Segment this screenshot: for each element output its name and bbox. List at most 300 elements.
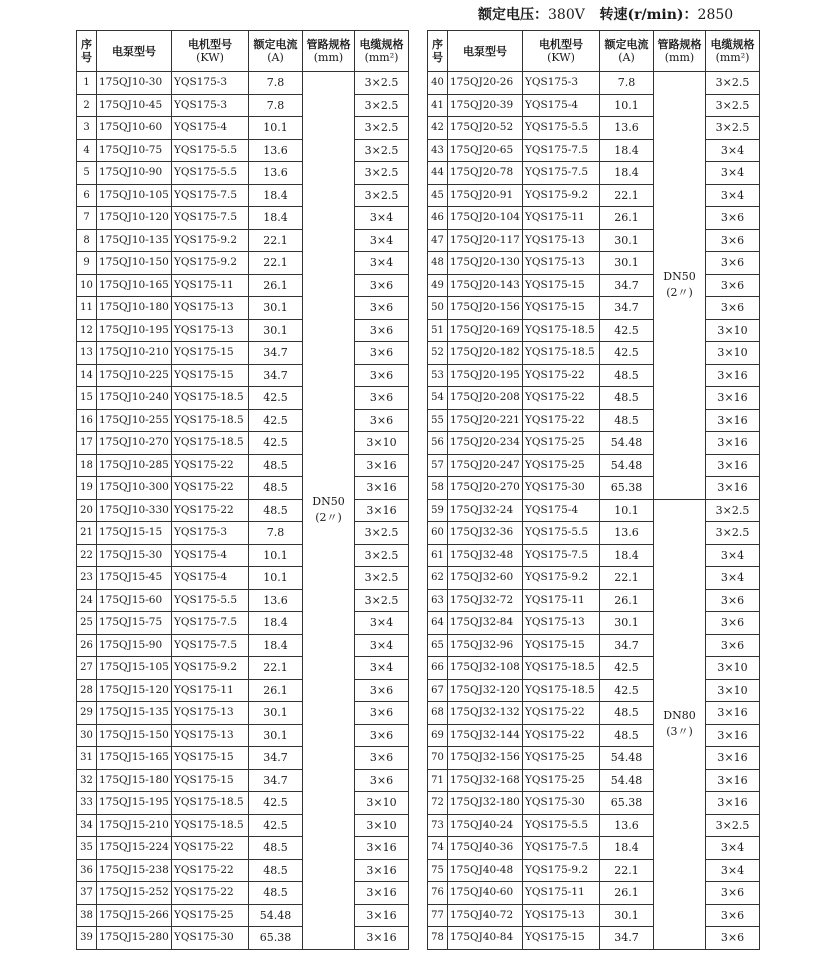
rated-current: 22.1 [249, 657, 303, 680]
rated-current: 42.5 [600, 342, 654, 365]
spec-table-left [76, 30, 409, 950]
pump-model: 175QJ15-105 [97, 657, 172, 680]
pump-model: 175QJ20-208 [448, 387, 523, 410]
table-row [77, 522, 409, 545]
table-row [428, 229, 760, 252]
col-pipe-text: 管路规格 [306, 38, 351, 51]
rated-current: 26.1 [249, 274, 303, 297]
col-header-pipe [303, 31, 355, 72]
row-number: 12 [77, 319, 97, 342]
motor-model: YQS175-25 [523, 747, 600, 770]
pump-model: 175QJ40-48 [448, 859, 523, 882]
rated-current: 10.1 [249, 544, 303, 567]
motor-model: YQS175-18.5 [523, 657, 600, 680]
pipe-spec-size: DN80 [663, 709, 696, 722]
table-row [77, 117, 409, 140]
motor-model: YQS175-15 [172, 747, 249, 770]
rated-current: 48.5 [600, 702, 654, 725]
row-number: 22 [77, 544, 97, 567]
row-number: 77 [428, 904, 448, 927]
row-number: 50 [428, 297, 448, 320]
rated-current: 30.1 [249, 319, 303, 342]
rated-current: 22.1 [600, 184, 654, 207]
motor-model: YQS175-7.5 [172, 207, 249, 230]
motor-model: YQS175-22 [172, 477, 249, 500]
row-number: 41 [428, 94, 448, 117]
row-number: 46 [428, 207, 448, 230]
col-header-current [249, 31, 303, 72]
table-row [77, 499, 409, 522]
pump-model: 175QJ40-24 [448, 814, 523, 837]
col-pipe-unit: (mm) [313, 51, 344, 64]
rated-current: 34.7 [600, 297, 654, 320]
pump-model: 175QJ32-156 [448, 747, 523, 770]
cable-spec: 3×2.5 [706, 94, 760, 117]
motor-model: YQS175-13 [172, 297, 249, 320]
table-row [77, 567, 409, 590]
pipe-spec [654, 72, 706, 500]
table-row [428, 319, 760, 342]
table-row [77, 342, 409, 365]
cable-spec: 3×6 [355, 769, 409, 792]
col-header-cable [355, 31, 409, 72]
table-row [77, 229, 409, 252]
col-no-text: 序号 [432, 38, 443, 64]
row-number: 33 [77, 792, 97, 815]
table-row [428, 94, 760, 117]
motor-model: YQS175-4 [523, 94, 600, 117]
rated-current: 54.48 [600, 432, 654, 455]
table-header-row [77, 31, 409, 72]
row-number: 25 [77, 612, 97, 635]
motor-model: YQS175-30 [523, 792, 600, 815]
rated-current: 30.1 [600, 252, 654, 275]
cable-spec: 3×4 [706, 184, 760, 207]
table-row [428, 139, 760, 162]
row-number: 44 [428, 162, 448, 185]
pump-model: 175QJ15-15 [97, 522, 172, 545]
cable-spec: 3×2.5 [706, 72, 760, 95]
rated-current: 34.7 [249, 364, 303, 387]
rated-current: 18.4 [600, 837, 654, 860]
pump-model: 175QJ15-60 [97, 589, 172, 612]
cable-spec: 3×16 [355, 477, 409, 500]
motor-model: YQS175-4 [172, 567, 249, 590]
rated-current: 7.8 [249, 522, 303, 545]
motor-model: YQS175-15 [172, 769, 249, 792]
table-row [77, 477, 409, 500]
pump-model: 175QJ20-221 [448, 409, 523, 432]
table-row [77, 792, 409, 815]
motor-model: YQS175-4 [172, 117, 249, 140]
rated-current: 48.5 [249, 859, 303, 882]
cable-spec: 3×6 [355, 702, 409, 725]
cable-spec: 3×16 [355, 454, 409, 477]
table-row [77, 432, 409, 455]
table-row [428, 792, 760, 815]
motor-model: YQS175-9.2 [172, 657, 249, 680]
motor-model: YQS175-9.2 [172, 252, 249, 275]
motor-model: YQS175-7.5 [523, 139, 600, 162]
row-number: 39 [77, 927, 97, 950]
table-row [77, 589, 409, 612]
table-row [428, 724, 760, 747]
motor-model: YQS175-18.5 [523, 679, 600, 702]
col-current-text: 额定电流 [604, 38, 649, 51]
pump-model: 175QJ32-48 [448, 544, 523, 567]
table-row [77, 837, 409, 860]
row-number: 47 [428, 229, 448, 252]
pump-model: 175QJ15-210 [97, 814, 172, 837]
row-number: 61 [428, 544, 448, 567]
cable-spec: 3×4 [706, 567, 760, 590]
table-row [77, 634, 409, 657]
col-pipe-unit: (mm) [664, 51, 695, 64]
rated-current: 48.5 [600, 724, 654, 747]
col-motor-text: 电机型号 [539, 38, 583, 51]
rated-current: 26.1 [600, 589, 654, 612]
motor-model: YQS175-18.5 [523, 319, 600, 342]
pump-model: 175QJ15-30 [97, 544, 172, 567]
row-number: 73 [428, 814, 448, 837]
cable-spec: 3×10 [355, 792, 409, 815]
motor-model: YQS175-7.5 [172, 612, 249, 635]
cable-spec: 3×16 [355, 859, 409, 882]
cable-spec: 3×6 [355, 274, 409, 297]
motor-model: YQS175-7.5 [523, 837, 600, 860]
cable-spec: 3×10 [706, 657, 760, 680]
table-row [77, 387, 409, 410]
pump-model: 175QJ10-285 [97, 454, 172, 477]
col-cable-unit: (mm²) [364, 51, 399, 64]
col-cable-text: 电缆规格 [359, 38, 404, 51]
motor-model: YQS175-5.5 [523, 522, 600, 545]
row-number: 15 [77, 387, 97, 410]
cable-spec: 3×2.5 [355, 139, 409, 162]
motor-model: YQS175-22 [172, 837, 249, 860]
motor-model: YQS175-13 [523, 229, 600, 252]
pump-model: 175QJ32-180 [448, 792, 523, 815]
cable-spec: 3×6 [355, 364, 409, 387]
col-header-cable [706, 31, 760, 72]
motor-model: YQS175-13 [172, 702, 249, 725]
pump-model: 175QJ15-266 [97, 904, 172, 927]
motor-model: YQS175-22 [172, 859, 249, 882]
pump-model: 175QJ20-247 [448, 454, 523, 477]
col-header-pump [448, 31, 523, 72]
rated-current: 42.5 [249, 814, 303, 837]
row-number: 2 [77, 94, 97, 117]
speed-value: 2850 [697, 7, 734, 23]
pump-model: 175QJ40-36 [448, 837, 523, 860]
row-number: 19 [77, 477, 97, 500]
rated-current: 54.48 [249, 904, 303, 927]
table-row [77, 747, 409, 770]
cable-spec: 3×2.5 [355, 94, 409, 117]
table-row [77, 544, 409, 567]
table-row [428, 904, 760, 927]
motor-model: YQS175-5.5 [523, 814, 600, 837]
rated-current: 34.7 [600, 927, 654, 950]
table-row [77, 657, 409, 680]
motor-model: YQS175-22 [172, 882, 249, 905]
cable-spec: 3×6 [706, 229, 760, 252]
pump-model: 175QJ20-234 [448, 432, 523, 455]
cable-spec: 3×4 [355, 207, 409, 230]
row-number: 6 [77, 184, 97, 207]
row-number: 63 [428, 589, 448, 612]
pump-model: 175QJ10-225 [97, 364, 172, 387]
col-header-pipe [654, 31, 706, 72]
rated-current: 48.5 [249, 882, 303, 905]
rated-current: 26.1 [249, 679, 303, 702]
motor-model: YQS175-18.5 [172, 387, 249, 410]
row-number: 28 [77, 679, 97, 702]
table-row [428, 927, 760, 950]
rated-current: 30.1 [600, 904, 654, 927]
motor-model: YQS175-3 [172, 72, 249, 95]
row-number: 13 [77, 342, 97, 365]
rated-current: 42.5 [600, 679, 654, 702]
row-number: 54 [428, 387, 448, 410]
rated-current: 30.1 [249, 297, 303, 320]
motor-model: YQS175-22 [523, 702, 600, 725]
rated-spec-header [478, 4, 733, 24]
row-number: 53 [428, 364, 448, 387]
cable-spec: 3×16 [706, 724, 760, 747]
cable-spec: 3×16 [706, 432, 760, 455]
motor-model: YQS175-22 [523, 387, 600, 410]
row-number: 38 [77, 904, 97, 927]
row-number: 72 [428, 792, 448, 815]
table-row [428, 252, 760, 275]
table-row [428, 274, 760, 297]
rated-current: 13.6 [600, 117, 654, 140]
motor-model: YQS175-18.5 [172, 409, 249, 432]
table-row [77, 252, 409, 275]
row-number: 75 [428, 859, 448, 882]
motor-model: YQS175-18.5 [172, 432, 249, 455]
col-header-pump [97, 31, 172, 72]
pump-model: 175QJ32-96 [448, 634, 523, 657]
table-row [428, 589, 760, 612]
rated-current: 22.1 [249, 252, 303, 275]
motor-model: YQS175-3 [172, 522, 249, 545]
rated-current: 7.8 [249, 94, 303, 117]
cable-spec: 3×10 [355, 814, 409, 837]
cable-spec: 3×6 [355, 747, 409, 770]
pump-model: 175QJ10-210 [97, 342, 172, 365]
motor-model: YQS175-25 [523, 769, 600, 792]
row-number: 17 [77, 432, 97, 455]
motor-model: YQS175-15 [172, 364, 249, 387]
table-row [428, 837, 760, 860]
row-number: 20 [77, 499, 97, 522]
motor-model: YQS175-9.2 [523, 567, 600, 590]
table-row [77, 364, 409, 387]
table-row [77, 702, 409, 725]
pump-model: 175QJ40-60 [448, 882, 523, 905]
table-row [428, 544, 760, 567]
cable-spec: 3×2.5 [355, 544, 409, 567]
pump-model: 175QJ40-72 [448, 904, 523, 927]
pump-model: 175QJ20-143 [448, 274, 523, 297]
motor-model: YQS175-4 [172, 544, 249, 567]
cable-spec: 3×16 [706, 747, 760, 770]
pump-model: 175QJ20-169 [448, 319, 523, 342]
cable-spec: 3×4 [355, 612, 409, 635]
rated-current: 13.6 [249, 589, 303, 612]
cable-spec: 3×4 [706, 162, 760, 185]
rated-current: 22.1 [249, 229, 303, 252]
cable-spec: 3×16 [706, 769, 760, 792]
table-row [77, 297, 409, 320]
table-row [428, 747, 760, 770]
motor-model: YQS175-13 [523, 252, 600, 275]
rated-current: 48.5 [249, 499, 303, 522]
col-header-current [600, 31, 654, 72]
rated-current: 18.4 [249, 612, 303, 635]
cable-spec: 3×10 [706, 319, 760, 342]
table-row [428, 117, 760, 140]
motor-model: YQS175-25 [523, 454, 600, 477]
cable-spec: 3×2.5 [706, 814, 760, 837]
motor-model: YQS175-7.5 [523, 162, 600, 185]
cable-spec: 3×16 [355, 904, 409, 927]
motor-model: YQS175-9.2 [523, 184, 600, 207]
rated-current: 26.1 [600, 882, 654, 905]
rated-current: 10.1 [600, 499, 654, 522]
cable-spec: 3×2.5 [355, 162, 409, 185]
table-row [77, 769, 409, 792]
rated-current: 65.38 [600, 477, 654, 500]
pipe-spec-size: DN50 [312, 495, 345, 509]
rated-current: 42.5 [249, 387, 303, 410]
motor-model: YQS175-15 [172, 342, 249, 365]
col-motor-text: 电机型号 [188, 38, 232, 51]
table-row [77, 454, 409, 477]
cable-spec: 3×6 [706, 207, 760, 230]
pump-model: 175QJ10-60 [97, 117, 172, 140]
motor-model: YQS175-22 [523, 409, 600, 432]
cable-spec: 3×6 [355, 319, 409, 342]
table-row [77, 724, 409, 747]
pump-model: 175QJ20-91 [448, 184, 523, 207]
rated-current: 22.1 [600, 859, 654, 882]
rated-current: 10.1 [249, 567, 303, 590]
motor-model: YQS175-15 [523, 274, 600, 297]
motor-model: YQS175-13 [523, 904, 600, 927]
rated-current: 30.1 [249, 702, 303, 725]
pump-model: 175QJ32-24 [448, 499, 523, 522]
rated-current: 10.1 [600, 94, 654, 117]
row-number: 9 [77, 252, 97, 275]
cable-spec: 3×6 [706, 252, 760, 275]
pump-model: 175QJ10-105 [97, 184, 172, 207]
table-row [77, 679, 409, 702]
motor-model: YQS175-30 [523, 477, 600, 500]
cable-spec: 3×6 [355, 679, 409, 702]
rated-current: 22.1 [600, 567, 654, 590]
row-number: 3 [77, 117, 97, 140]
cable-spec: 3×16 [706, 454, 760, 477]
table-row [77, 207, 409, 230]
pump-model: 175QJ20-156 [448, 297, 523, 320]
pump-model: 175QJ10-195 [97, 319, 172, 342]
table-row [77, 882, 409, 905]
table-row [428, 409, 760, 432]
pipe-spec-inch: (2〃) [666, 286, 693, 300]
table-row [428, 184, 760, 207]
table-row [428, 432, 760, 455]
pump-model: 175QJ15-135 [97, 702, 172, 725]
motor-model: YQS175-5.5 [172, 139, 249, 162]
cable-spec: 3×6 [706, 634, 760, 657]
table-row [428, 522, 760, 545]
cable-spec: 3×16 [355, 882, 409, 905]
col-pipe-text: 管路规格 [657, 38, 702, 51]
cable-spec: 3×2.5 [355, 184, 409, 207]
row-number: 37 [77, 882, 97, 905]
pump-model: 175QJ32-132 [448, 702, 523, 725]
cable-spec: 3×2.5 [355, 522, 409, 545]
col-pump-text: 电泵型号 [112, 44, 156, 58]
row-number: 60 [428, 522, 448, 545]
motor-model: YQS175-25 [523, 432, 600, 455]
pump-model: 175QJ32-144 [448, 724, 523, 747]
pump-model: 175QJ10-270 [97, 432, 172, 455]
motor-model: YQS175-7.5 [523, 544, 600, 567]
motor-model: YQS175-18.5 [172, 792, 249, 815]
row-number: 74 [428, 837, 448, 860]
motor-model: YQS175-30 [172, 927, 249, 950]
row-number: 26 [77, 634, 97, 657]
table-row [428, 297, 760, 320]
row-number: 78 [428, 927, 448, 950]
row-number: 8 [77, 229, 97, 252]
cable-spec: 3×10 [355, 432, 409, 455]
motor-model: YQS175-7.5 [172, 634, 249, 657]
cable-spec: 3×2.5 [355, 72, 409, 95]
row-number: 34 [77, 814, 97, 837]
cable-spec: 3×4 [706, 544, 760, 567]
cable-spec: 3×2.5 [706, 117, 760, 140]
motor-model: YQS175-5.5 [523, 117, 600, 140]
motor-model: YQS175-13 [172, 319, 249, 342]
pump-model: 175QJ10-150 [97, 252, 172, 275]
row-number: 76 [428, 882, 448, 905]
pump-model: 175QJ32-72 [448, 589, 523, 612]
row-number: 23 [77, 567, 97, 590]
pump-model: 175QJ10-330 [97, 499, 172, 522]
row-number: 67 [428, 679, 448, 702]
cable-spec: 3×4 [355, 229, 409, 252]
table-row [428, 814, 760, 837]
pump-model: 175QJ10-120 [97, 207, 172, 230]
motor-model: YQS175-25 [172, 904, 249, 927]
cable-spec: 3×16 [355, 837, 409, 860]
pump-model: 175QJ20-52 [448, 117, 523, 140]
rated-current: 30.1 [600, 612, 654, 635]
col-header-no [77, 31, 97, 72]
pump-model: 175QJ10-90 [97, 162, 172, 185]
table-row [77, 94, 409, 117]
col-current-unit: (A) [618, 51, 635, 64]
pump-model: 175QJ32-168 [448, 769, 523, 792]
motor-model: YQS175-22 [172, 499, 249, 522]
table-row [77, 274, 409, 297]
cable-spec: 3×6 [706, 882, 760, 905]
